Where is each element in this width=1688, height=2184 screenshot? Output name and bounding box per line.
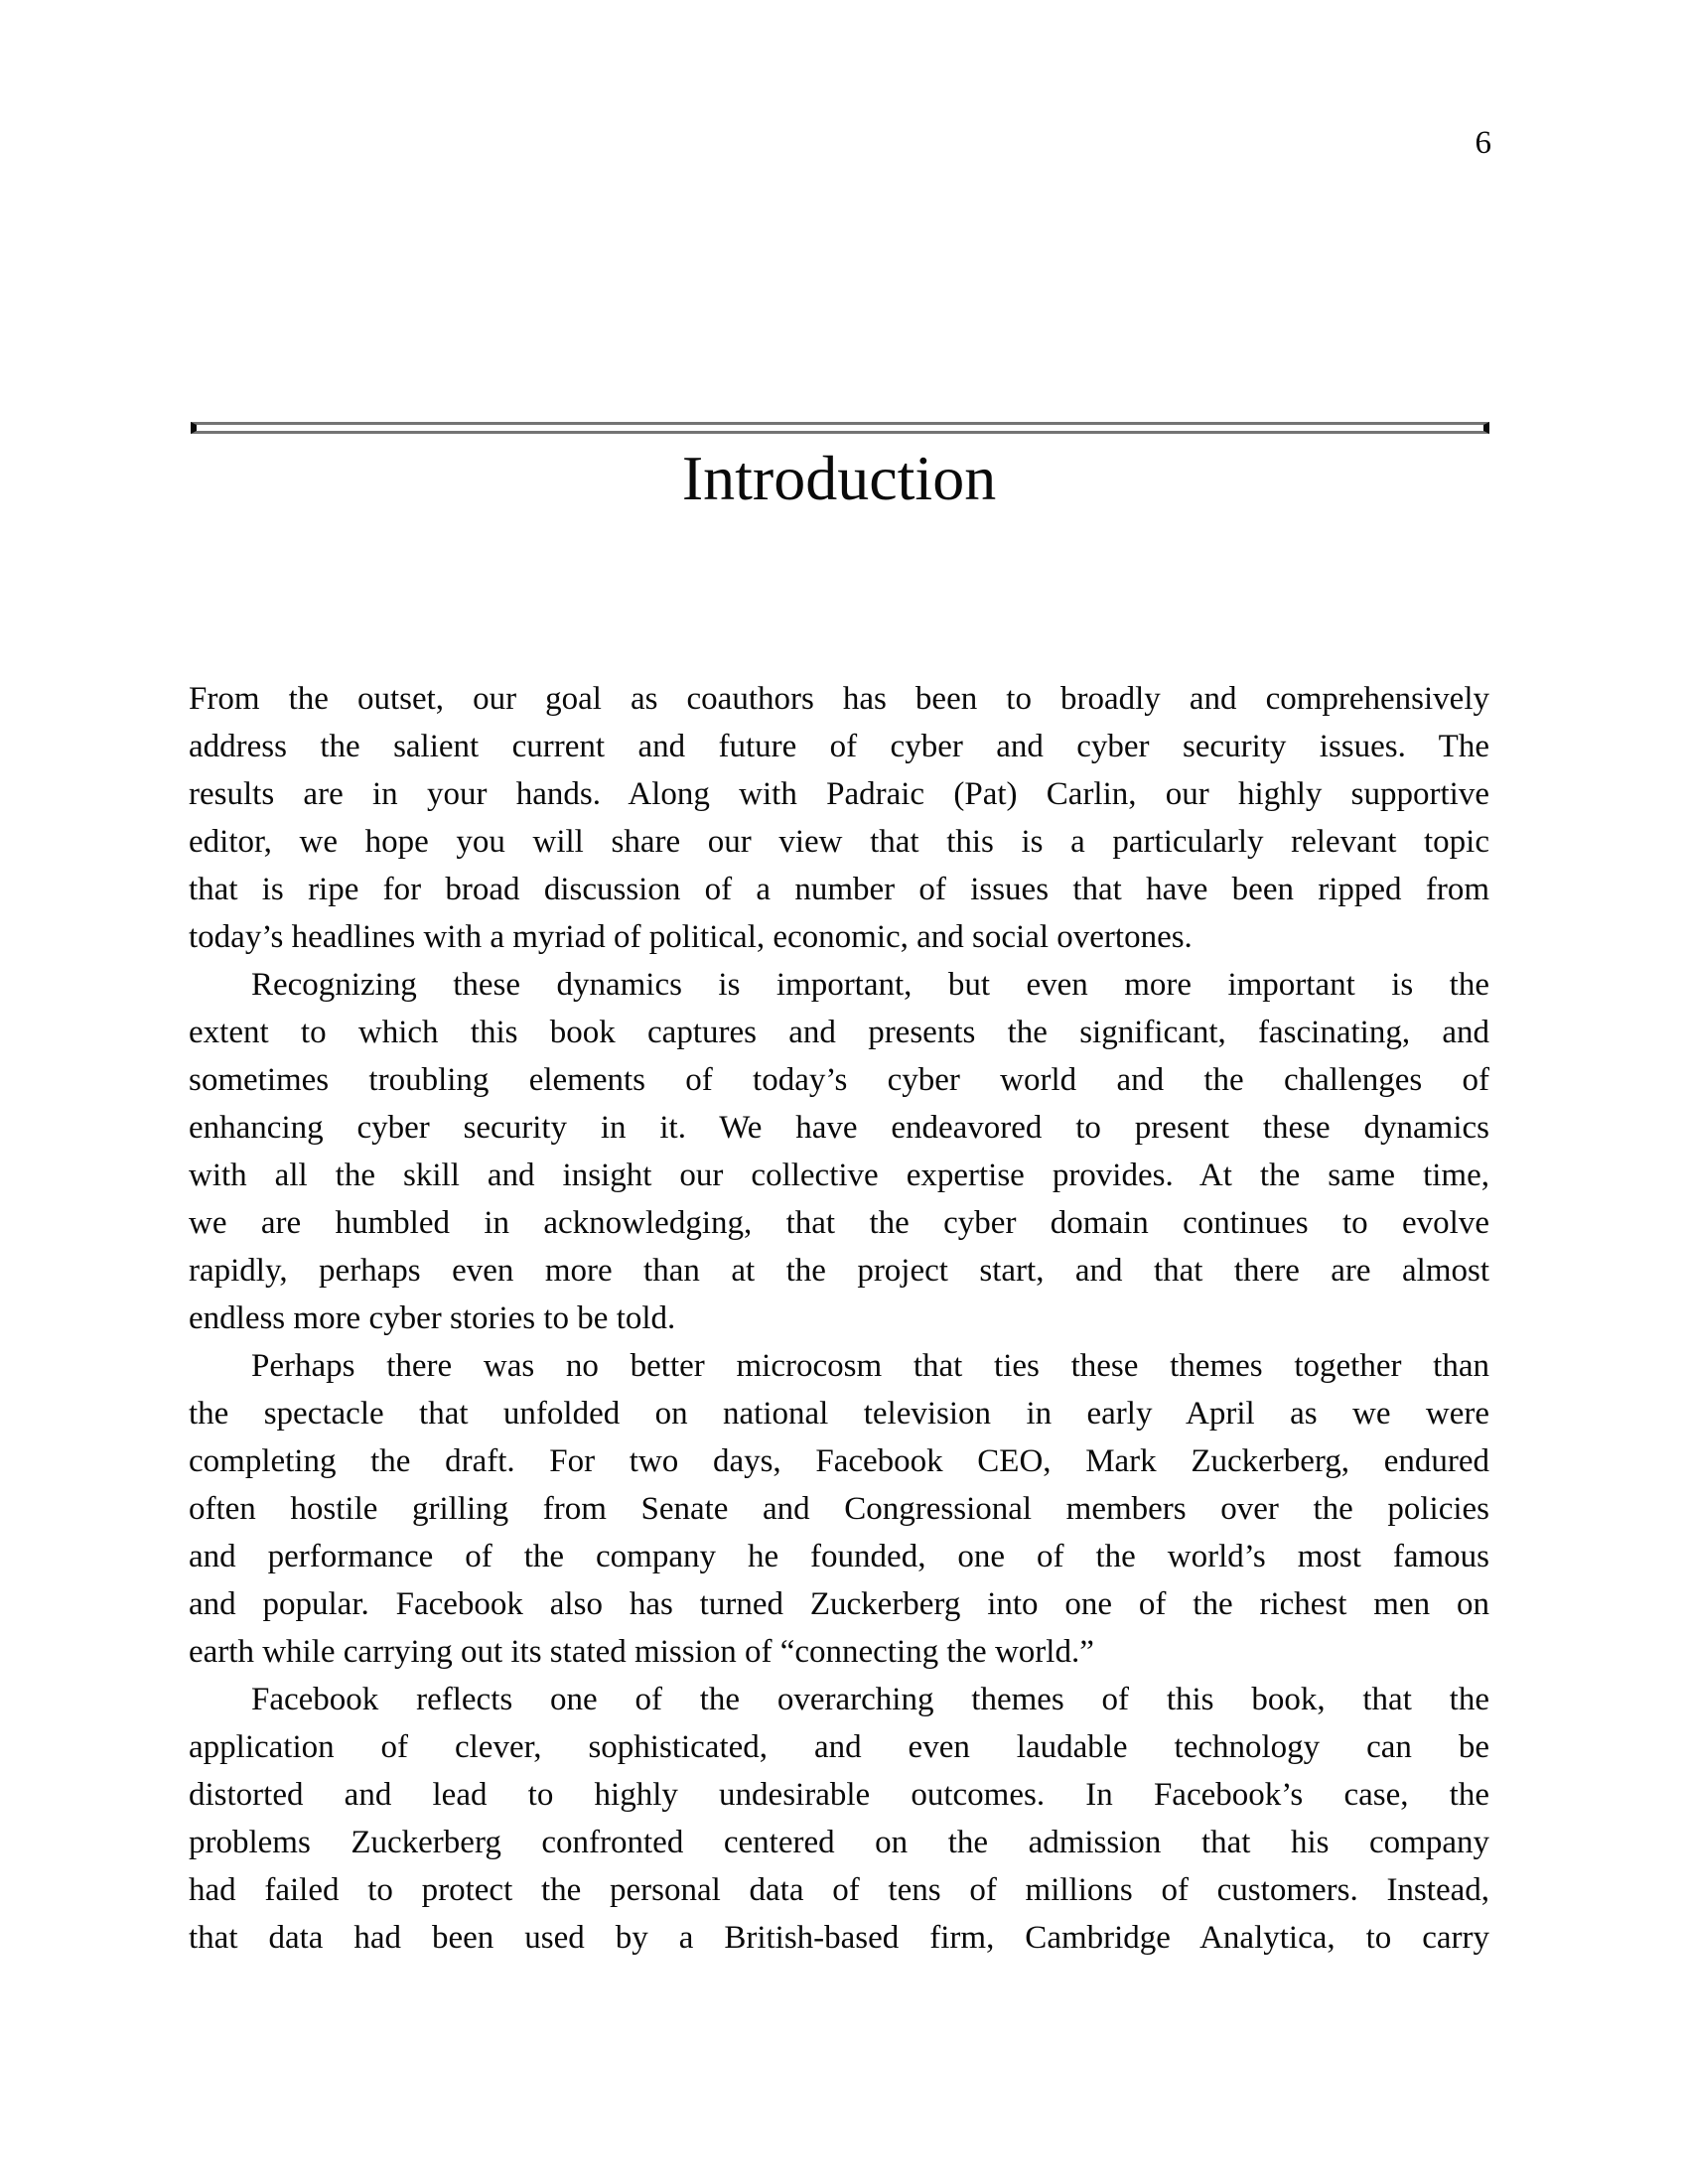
text-line: From the outset, our goal as coauthors has been to broadly and comprehensively (189, 681, 1489, 717)
text-line: problems Zuckerberg confronted centered on the admission that his company (189, 1825, 1489, 1860)
text-line: that data had been used by a British-based firm, Cambridge Analytica, to carry (189, 1920, 1489, 1956)
text-line: editor, we hope you will share our view that this is a particularly relevant topic (189, 824, 1489, 860)
body-text (189, 675, 1489, 1962)
text-line: and popular. Facebook also has turned Zuckerberg into one of the richest men on (189, 1586, 1489, 1622)
text-line: earth while carrying out its stated mission of “connecting the world.” (189, 1634, 1094, 1670)
text-line: Perhaps there was no better microcosm that ties these themes together than (251, 1348, 1489, 1384)
page-number: 6 (1475, 125, 1491, 161)
text-line: rapidly, perhaps even more than at the project start, and that there are almost (189, 1253, 1489, 1289)
text-line: sometimes troubling elements of today’s cyber world and the challenges of (189, 1062, 1489, 1098)
text-line: application of clever, sophisticated, and even laudable technology can be (189, 1729, 1489, 1765)
text-line: the spectacle that unfolded on national television in early April as we were (189, 1396, 1489, 1432)
text-line: often hostile grilling from Senate and Congressional members over the policies (189, 1491, 1489, 1527)
text-line: Facebook reflects one of the overarching themes of this book, that the (251, 1682, 1489, 1717)
text-line: address the salient current and future of cyber and cyber security issues. The (189, 729, 1489, 764)
chapter-title: Introduction (681, 443, 997, 513)
text-line: distorted and lead to highly undesirable outcomes. In Facebook’s case, the (189, 1777, 1489, 1813)
text-line: and performance of the company he founded, one of the world’s most famous (189, 1539, 1489, 1574)
text-line: with all the skill and insight our collective expertise provides. At the same time, (189, 1158, 1489, 1193)
text-line: completing the draft. For two days, Facebook CEO, Mark Zuckerberg, endured (189, 1443, 1489, 1479)
text-line: endless more cyber stories to be told. (189, 1300, 676, 1336)
text-line: that is ripe for broad discussion of a number of issues that have been ripped from (189, 872, 1489, 907)
text-line: results are in your hands. Along with Padraic (Pat) Carlin, our highly supportive (189, 776, 1489, 812)
text-line: Recognizing these dynamics is important, but even more important is the (251, 967, 1489, 1003)
text-line: enhancing cyber security in it. We have endeavored to present these dynamics (189, 1110, 1489, 1146)
text-line: we are humbled in acknowledging, that the cyber domain continues to evolve (189, 1205, 1489, 1241)
text-line: today’s headlines with a myriad of political, economic, and social overtones. (189, 919, 1193, 955)
text-line: had failed to protect the personal data of tens of millions of customers. Instead, (189, 1872, 1489, 1908)
text-line: extent to which this book captures and presents the significant, fascinating, and (189, 1015, 1489, 1050)
section-divider-rule (191, 422, 1489, 434)
